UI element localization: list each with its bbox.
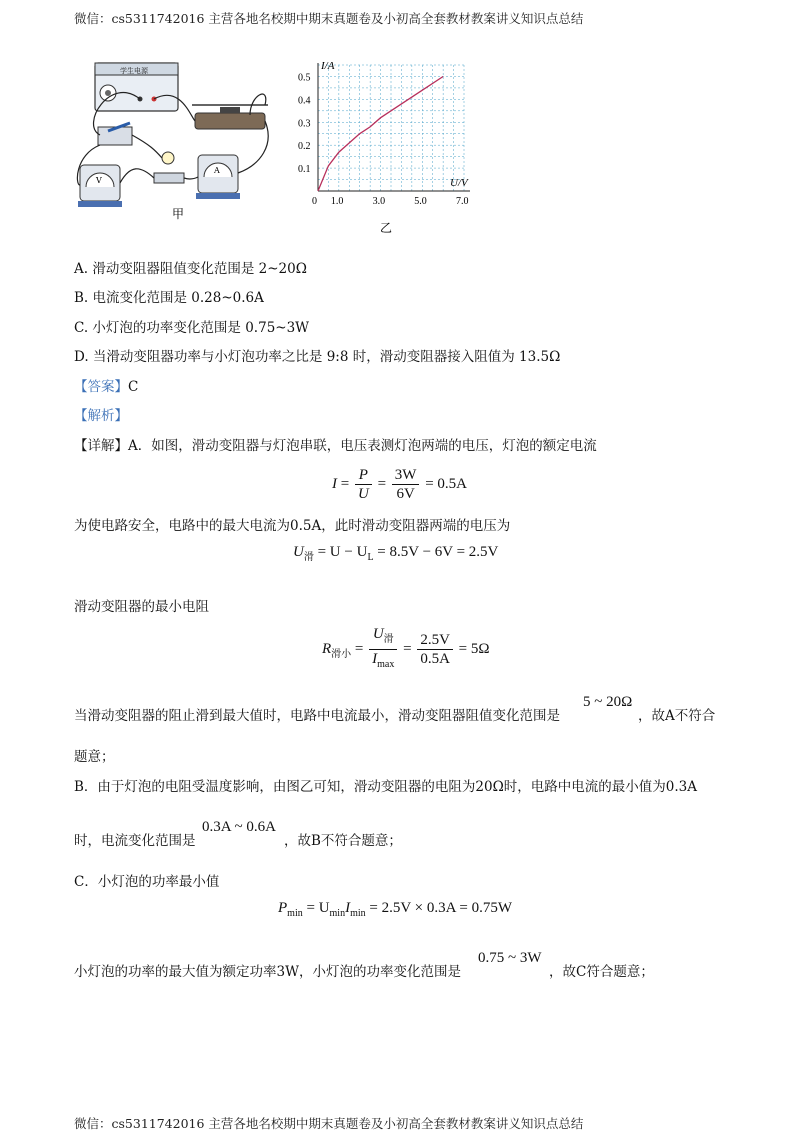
detail-tag: 【详解】 (74, 438, 128, 454)
x-axis-label: U/V (450, 177, 468, 189)
range-current: 0.3A ~ 0.6A (202, 819, 276, 835)
answer-tag: 【答案】 (74, 379, 128, 395)
detail-line-a: 【详解】A．如图，滑动变阻器与灯泡串联，电压表测灯泡两端的电压，灯泡的额定电流 (74, 438, 597, 454)
range-power: 0.75 ~ 3W (478, 950, 542, 966)
page-footer: 微信：cs5311742016 主营各地名校期中期末真题卷及小初高全套教材教案讲义知识点总结 (74, 1116, 584, 1131)
detail-line-6b: ，故B不符合题意； (284, 833, 402, 849)
power-box-label: 学生电源 (120, 67, 148, 75)
iu-graph (290, 55, 480, 235)
detail-line-6: 时，电流变化范围是 (74, 833, 196, 849)
circuit-diagram (70, 55, 280, 220)
y-axis-label: I/A (321, 60, 335, 72)
graph-caption: 乙 (380, 221, 393, 235)
y-tick-label: 0.1 (298, 164, 311, 176)
y-tick-label: 0.3 (298, 118, 311, 130)
detail-line-2: 为使电路安全，电路中的最大电流为0.5A，此时滑动变阻器两端的电压为 (74, 518, 511, 534)
answer-line (74, 377, 138, 397)
option-d: D. 当滑动变阻器功率与小灯泡功率之比是 9:8 时，滑动变阻器接入阻值为 13.5Ω (74, 349, 561, 365)
x-tick-label: 1.0 (330, 196, 344, 207)
analysis-tag: 【解析】 (74, 408, 128, 424)
answer-value: C (128, 379, 139, 395)
detail-line-4b: ，故A不符合 (638, 708, 716, 724)
detail-line-c: C．小灯泡的功率最小值 (74, 874, 220, 890)
y-tick-label: 0.4 (298, 95, 311, 107)
detail-line-5: 题意； (74, 749, 115, 765)
detail-line-7b: ，故C符合题意； (549, 964, 654, 980)
range-resistance: 5 ~ 20Ω (583, 694, 633, 710)
graph-grid (318, 65, 464, 191)
x-tick-label: 7.0 (456, 196, 469, 207)
equation-slider-voltage: $U_滑 = U - U_L = 8.5V - 6V = 2.5V$ (293, 544, 499, 563)
detail-line-b: B．由于灯泡的电阻受温度影响，由图乙可知，滑动变阻器的电阻为20Ω时，电路中电流的最小值为0.3A (74, 779, 698, 795)
option-a: A. 滑动变阻器阻值变化范围是 2~20Ω (74, 261, 307, 277)
equation-min-resistance: $R_{滑小}$ = $\frac{U_滑}{I_{max}}$ = $\frac{2.5V}{0.5A}$ = 5Ω (322, 626, 490, 670)
x-tick-label: 5.0 (414, 196, 427, 207)
equation-rated-current: I = $\frac{P}{U}$ = $\frac{3W}{6V}$ = 0.5A (332, 467, 467, 502)
detail-line-4: 当滑动变阻器的阻止滑到最大值时，电路中电流最小，滑动变阻器阻值变化范围是 (74, 708, 560, 724)
option-b: B. 电流变化范围是 0.28~0.6A (74, 290, 264, 306)
page-header: 微信：cs5311742016 主营各地名校期中期末真题卷及小初高全套教材教案讲义知识点总结 (74, 11, 584, 26)
x-tick-label: 3.0 (372, 196, 386, 207)
detail-line-7: 小灯泡的功率的最大值为额定功率3W，小灯泡的功率变化范围是 (74, 964, 461, 980)
detail-line-3: 滑动变阻器的最小电阻 (74, 599, 209, 615)
y-tick-label: 0.5 (298, 72, 311, 84)
voltmeter-letter: V (96, 176, 102, 185)
ammeter-letter: A (214, 166, 220, 175)
y-tick-label: 0.2 (298, 141, 311, 153)
equation-min-power: $P_{min} = U_{min}I_{min} = 2.5V \times 0.3A = 0.75W$ (278, 900, 513, 919)
x-tick-label: 0 (312, 196, 317, 207)
option-c: C. 小灯泡的功率变化范围是 0.75~3W (74, 320, 310, 336)
circuit-caption: 甲 (172, 207, 185, 220)
